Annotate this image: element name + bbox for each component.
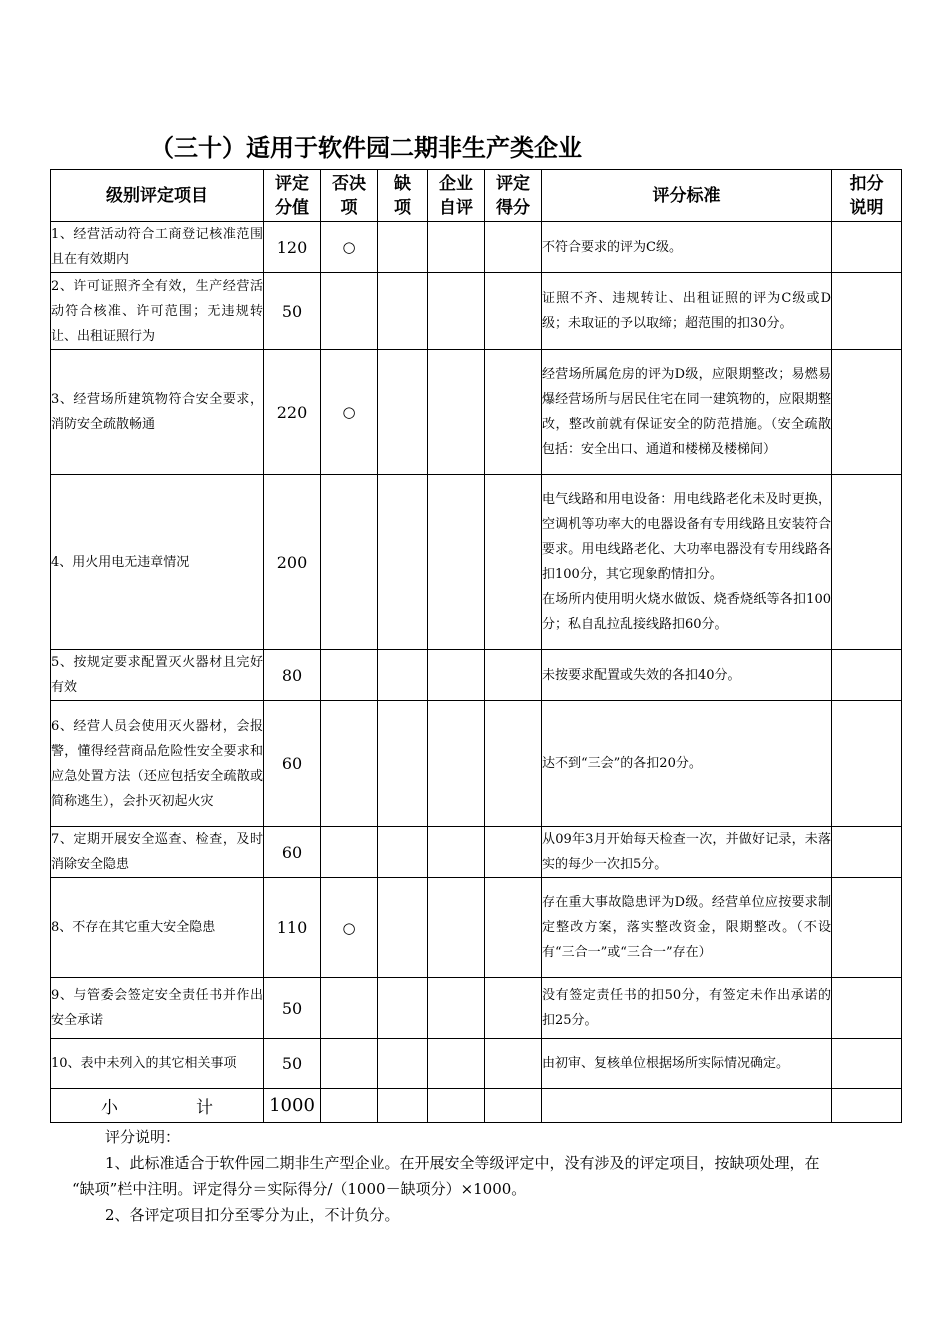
row-veto bbox=[321, 273, 378, 350]
subtotal-score: 1000 bbox=[264, 1089, 321, 1123]
row-veto bbox=[321, 475, 378, 650]
notes-paragraph-1: 1、此标准适合于软件园二期非生产型企业。在开展安全等级评定中，没有涉及的评定项目，按缺项处理，在 “缺项”栏中注明。评定得分＝实际得分/（1000－缺项分）×1000。 bbox=[72, 1154, 820, 1198]
row-rated-cell[interactable] bbox=[485, 827, 542, 878]
row-missing-cell[interactable] bbox=[378, 978, 428, 1039]
row-missing-cell[interactable] bbox=[378, 273, 428, 350]
row-rated-cell[interactable] bbox=[485, 273, 542, 350]
row-missing-cell[interactable] bbox=[378, 701, 428, 827]
row-score: 60 bbox=[264, 701, 321, 827]
subtotal-standard-cell bbox=[542, 1089, 832, 1123]
row-self-eval-cell[interactable] bbox=[428, 978, 485, 1039]
row-standard: 未按要求配置或失效的各扣40分。 bbox=[542, 650, 832, 701]
table-row bbox=[51, 650, 902, 701]
row-self-eval-cell[interactable] bbox=[428, 222, 485, 273]
table-row bbox=[51, 1039, 902, 1089]
table-row bbox=[51, 827, 902, 878]
row-self-eval-cell[interactable] bbox=[428, 1039, 485, 1089]
row-missing-cell[interactable] bbox=[378, 350, 428, 475]
row-standard: 经营场所属危房的评为D级，应限期整改；易燃易爆经营场所与居民住宅在同一建筑物的，应限期整改，整改前就有保证安全的防范措施。（安全疏散包括：安全出口、通道和楼梯及楼梯间） bbox=[542, 350, 832, 475]
table-row bbox=[51, 878, 902, 978]
row-score: 50 bbox=[264, 978, 321, 1039]
row-score: 50 bbox=[264, 273, 321, 350]
table-row bbox=[51, 350, 902, 475]
row-standard bbox=[542, 475, 832, 650]
row-deduct-cell[interactable] bbox=[832, 222, 902, 273]
header-score: 评定 分值 bbox=[264, 170, 321, 222]
row-score: 120 bbox=[264, 222, 321, 273]
row-deduct-cell[interactable] bbox=[832, 350, 902, 475]
row-veto bbox=[321, 827, 378, 878]
subtotal-missing-cell[interactable] bbox=[378, 1089, 428, 1123]
page-title: （三十）适用于软件园二期非生产类企业 bbox=[150, 134, 582, 162]
table-row bbox=[51, 273, 902, 350]
row-self-eval-cell[interactable] bbox=[428, 273, 485, 350]
row-standard: 由初审、复核单位根据场所实际情况确定。 bbox=[542, 1039, 832, 1089]
header-deduct-note: 扣分 说明 bbox=[832, 170, 902, 222]
row-item: 8、不存在其它重大安全隐患 bbox=[51, 878, 264, 978]
row-veto: ○ bbox=[321, 350, 378, 475]
row-self-eval-cell[interactable] bbox=[428, 701, 485, 827]
row-standard-part: 在场所内使用明火烧水做饭、烧香烧纸等各扣100分；私自乱拉乱接线路扣60分。 bbox=[542, 592, 831, 632]
row-veto bbox=[321, 650, 378, 701]
header-row bbox=[51, 170, 902, 222]
header-standard: 评分标准 bbox=[542, 170, 832, 222]
row-self-eval-cell[interactable] bbox=[428, 827, 485, 878]
row-item: 2、许可证照齐全有效，生产经营活动符合核准、许可范围；无违规转让、出租证照行为 bbox=[51, 273, 264, 350]
row-deduct-cell[interactable] bbox=[832, 273, 902, 350]
rating-table bbox=[50, 169, 902, 1123]
row-standard: 从09年3月开始每天检查一次，并做好记录，未落实的每少一次扣5分。 bbox=[542, 827, 832, 878]
row-missing-cell[interactable] bbox=[378, 650, 428, 701]
row-standard: 达不到“三会”的各扣20分。 bbox=[542, 701, 832, 827]
row-missing-cell[interactable] bbox=[378, 222, 428, 273]
row-standard: 存在重大事故隐患评为D级。经营单位应按要求制定整改方案，落实整改资金，限期整改。（不设有“三合一”或“三合一”存在） bbox=[542, 878, 832, 978]
row-deduct-cell[interactable] bbox=[832, 650, 902, 701]
row-item: 5、按规定要求配置灭火器材且完好有效 bbox=[51, 650, 264, 701]
subtotal-deduct-cell[interactable] bbox=[832, 1089, 902, 1123]
row-rated-cell[interactable] bbox=[485, 475, 542, 650]
row-score: 80 bbox=[264, 650, 321, 701]
row-score: 200 bbox=[264, 475, 321, 650]
row-rated-cell[interactable] bbox=[485, 650, 542, 701]
row-deduct-cell[interactable] bbox=[832, 475, 902, 650]
row-score: 110 bbox=[264, 878, 321, 978]
row-item: 9、与管委会签定安全责任书并作出安全承诺 bbox=[51, 978, 264, 1039]
row-item: 7、定期开展安全巡查、检查，及时消除安全隐患 bbox=[51, 827, 264, 878]
row-deduct-cell[interactable] bbox=[832, 827, 902, 878]
scoring-notes bbox=[72, 1124, 832, 1228]
row-item: 3、经营场所建筑物符合安全要求，消防安全疏散畅通 bbox=[51, 350, 264, 475]
row-veto: ○ bbox=[321, 222, 378, 273]
row-missing-cell[interactable] bbox=[378, 878, 428, 978]
row-score: 50 bbox=[264, 1039, 321, 1089]
row-standard: 没有签定责任书的扣50分，有签定未作出承诺的扣25分。 bbox=[542, 978, 832, 1039]
row-self-eval-cell[interactable] bbox=[428, 878, 485, 978]
row-standard: 证照不齐、违规转让、出租证照的评为C级或D级；未取证的予以取缔；超范围的扣30分。 bbox=[542, 273, 832, 350]
header-self-eval: 企业 自评 bbox=[428, 170, 485, 222]
row-deduct-cell[interactable] bbox=[832, 978, 902, 1039]
row-deduct-cell[interactable] bbox=[832, 878, 902, 978]
row-missing-cell[interactable] bbox=[378, 475, 428, 650]
table-row bbox=[51, 222, 902, 273]
row-item: 4、用火用电无违章情况 bbox=[51, 475, 264, 650]
row-rated-cell[interactable] bbox=[485, 701, 542, 827]
row-rated-cell[interactable] bbox=[485, 878, 542, 978]
table-row bbox=[51, 475, 902, 650]
row-rated-cell[interactable] bbox=[485, 978, 542, 1039]
row-self-eval-cell[interactable] bbox=[428, 350, 485, 475]
subtotal-rated-cell[interactable] bbox=[485, 1089, 542, 1123]
row-standard: 不符合要求的评为C级。 bbox=[542, 222, 832, 273]
row-score: 60 bbox=[264, 827, 321, 878]
table-row bbox=[51, 978, 902, 1039]
row-veto: ○ bbox=[321, 878, 378, 978]
row-rated-cell[interactable] bbox=[485, 1039, 542, 1089]
row-self-eval-cell[interactable] bbox=[428, 650, 485, 701]
row-item: 1、经营活动符合工商登记核准范围且在有效期内 bbox=[51, 222, 264, 273]
header-item: 级别评定项目 bbox=[51, 170, 264, 222]
header-rated-score: 评定 得分 bbox=[485, 170, 542, 222]
row-score: 220 bbox=[264, 350, 321, 475]
row-deduct-cell[interactable] bbox=[832, 701, 902, 827]
table-row bbox=[51, 701, 902, 827]
subtotal-self-eval-cell[interactable] bbox=[428, 1089, 485, 1123]
row-item: 6、经营人员会使用灭火器材，会报警，懂得经营商品危险性安全要求和应急处置方法（还应包括安全疏散或简称逃生），会扑灭初起火灾 bbox=[51, 701, 264, 827]
row-rated-cell[interactable] bbox=[485, 222, 542, 273]
notes-paragraph-2: 2、各评定项目扣分至零分为止，不计负分。 bbox=[105, 1206, 400, 1224]
row-veto bbox=[321, 978, 378, 1039]
row-deduct-cell[interactable] bbox=[832, 1039, 902, 1089]
row-veto bbox=[321, 701, 378, 827]
header-missing: 缺 项 bbox=[378, 170, 428, 222]
row-standard-part: 电气线路和用电设备：用电线路老化未及时更换，空调机等功率大的电器设备有专用线路且安装符合要求。用电线路老化、大功率电器没有专用线路各扣100分，其它现象酌情扣分。 bbox=[542, 492, 831, 582]
header-veto: 否决 项 bbox=[321, 170, 378, 222]
row-missing-cell[interactable] bbox=[378, 827, 428, 878]
row-rated-cell[interactable] bbox=[485, 350, 542, 475]
row-missing-cell[interactable] bbox=[378, 1039, 428, 1089]
row-item: 10、表中未列入的其它相关事项 bbox=[51, 1039, 264, 1089]
subtotal-veto-cell bbox=[321, 1089, 378, 1123]
row-self-eval-cell[interactable] bbox=[428, 475, 485, 650]
notes-heading: 评分说明： bbox=[105, 1128, 181, 1146]
row-veto bbox=[321, 1039, 378, 1089]
subtotal-label: 小 计 bbox=[51, 1089, 264, 1123]
subtotal-row bbox=[51, 1089, 902, 1123]
